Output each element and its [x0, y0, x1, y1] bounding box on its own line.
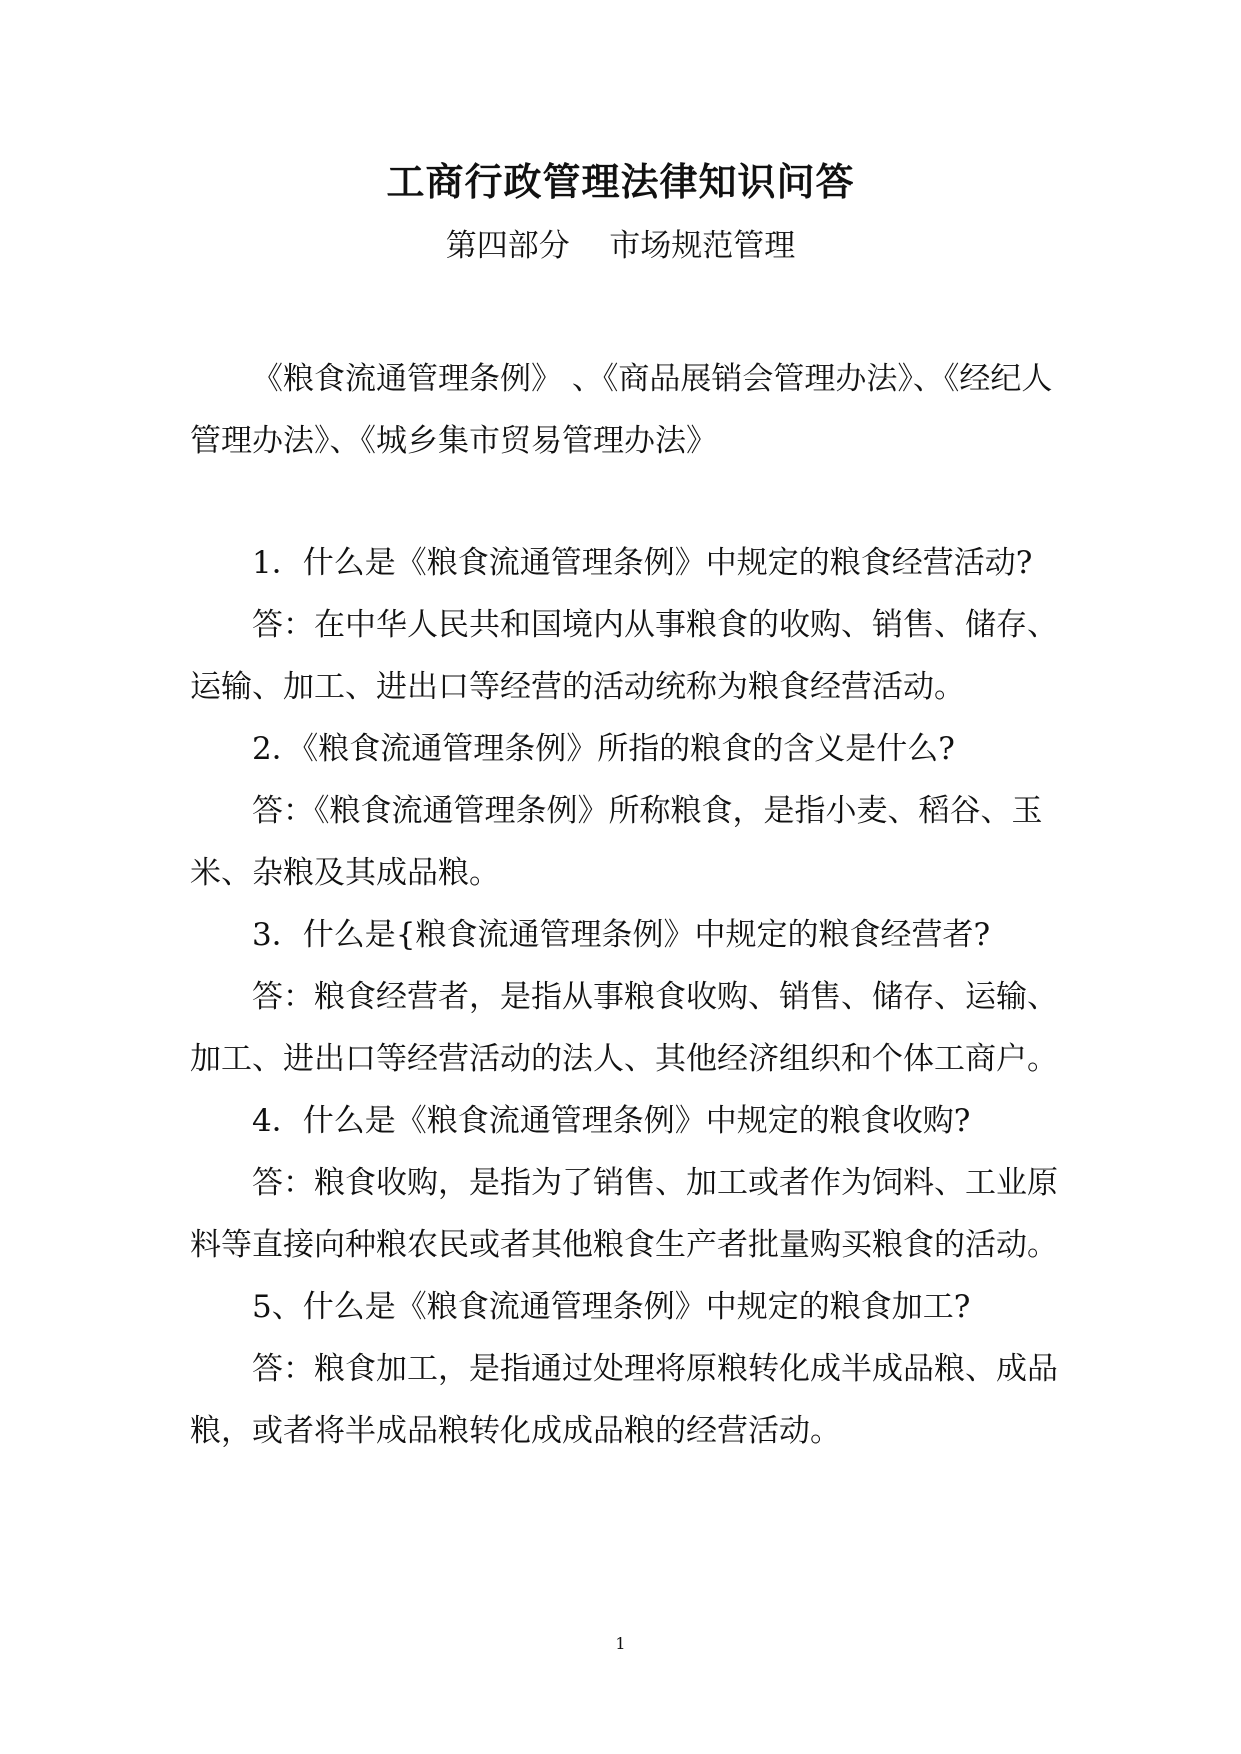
document-title: 工商行政管理法律知识问答	[386, 159, 855, 204]
question-3: 3．什么是{粮食流通管理条例》中规定的粮食经营者?	[252, 917, 991, 953]
question-4: 4．什么是《粮食流通管理条例》中规定的粮食收购?	[252, 1103, 971, 1139]
question-5: 5、什么是《粮食流通管理条例》中规定的粮食加工?	[252, 1289, 971, 1325]
answer-1: 答：在中华人民共和国境内从事粮食的收购、销售、储存、运输、加工、进出口等经营的活动统称为粮食经营活动。	[190, 607, 1058, 705]
qa-section	[190, 532, 1060, 1462]
document-subtitle: 第四部分 市场规范管理	[445, 228, 796, 264]
intro-paragraph: 《粮食流通管理条例》 、《商品展销会管理办法》、《经纪人管理办法》、《城乡集市贸易管理办法》	[190, 361, 1053, 459]
answer-5: 答：粮食加工，是指通过处理将原粮转化成半成品粮、成品粮，或者将半成品粮转化成成品粮的经营活动。	[190, 1351, 1058, 1449]
answer-2: 答：《粮食流通管理条例》所称粮食，是指小麦、稻谷、玉米、杂粮及其成品粮。	[190, 793, 1043, 891]
question-2: 2．《粮食流通管理条例》所指的粮食的含义是什么?	[252, 731, 955, 767]
intro-section	[190, 348, 1060, 472]
question-1: 1．什么是《粮食流通管理条例》中规定的粮食经营活动?	[252, 545, 1033, 581]
page-number: 1	[615, 1634, 626, 1653]
answer-4: 答：粮食收购，是指为了销售、加工或者作为饲料、工业原料等直接向种粮农民或者其他粮食生产者批量购买粮食的活动。	[190, 1165, 1058, 1263]
answer-3: 答：粮食经营者，是指从事粮食收购、销售、储存、运输、加工、进出口等经营活动的法人、其他经济组织和个体工商户。	[190, 979, 1058, 1077]
